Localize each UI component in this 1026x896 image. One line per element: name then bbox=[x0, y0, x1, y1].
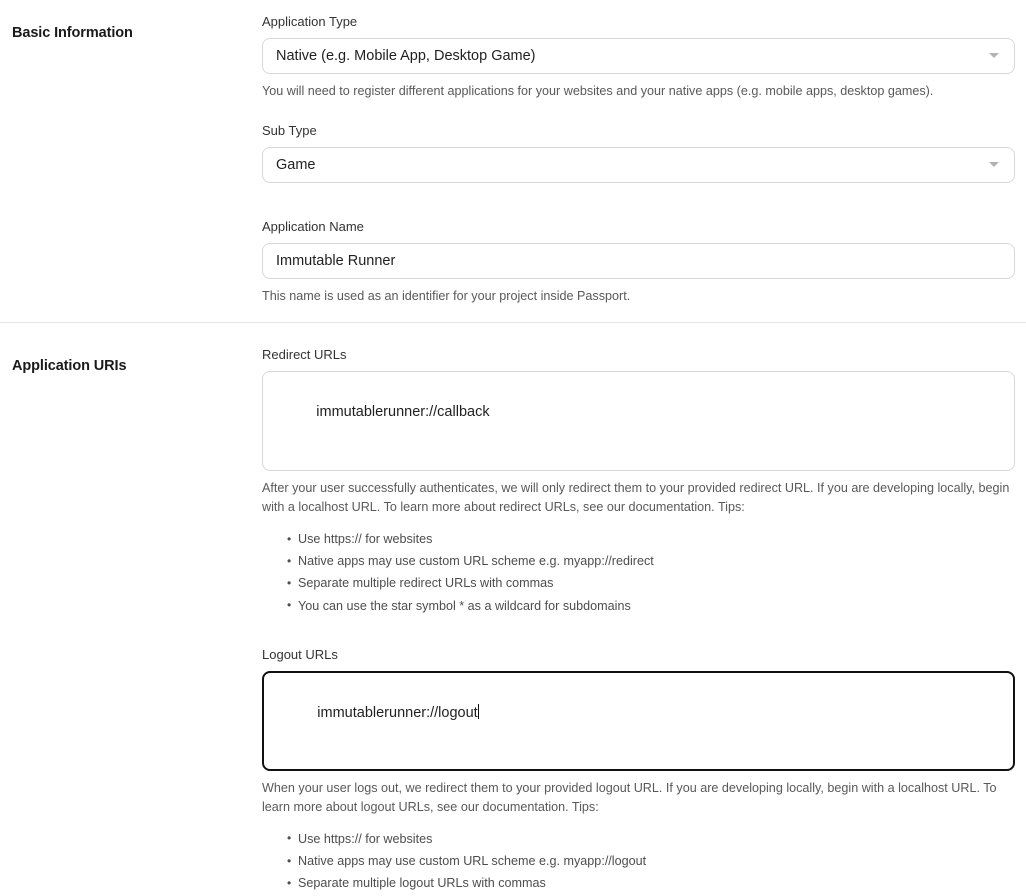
field-sub-type bbox=[262, 123, 1015, 183]
logout-urls-help-text: When your user logs out, we redirect them to your provided logout URL. If you are developing locally, begin with a localhost URL. To learn more about logout URLs, see our documentation. Tips: bbox=[262, 780, 997, 814]
section-body-basic-information bbox=[262, 14, 1026, 306]
application-name-help-text: This name is used as an identifier for your project inside Passport. bbox=[262, 288, 631, 303]
sub-type-value: Game bbox=[276, 156, 316, 173]
list-item: • Separate multiple redirect URLs with commas bbox=[298, 574, 1015, 593]
application-type-value: Native (e.g. Mobile App, Desktop Game) bbox=[276, 47, 536, 64]
text-cursor bbox=[478, 704, 479, 719]
list-item: • Use https:// for websites bbox=[298, 530, 1015, 549]
logout-urls-tips-list bbox=[262, 830, 1015, 893]
list-item: • Native apps may use custom URL scheme e.g. myapp://redirect bbox=[298, 552, 1015, 571]
list-item: • Native apps may use custom URL scheme e.g. myapp://logout bbox=[298, 852, 1015, 871]
logout-urls-value: immutablerunner://logout bbox=[317, 705, 478, 722]
application-name-value: Immutable Runner bbox=[276, 252, 396, 269]
redirect-urls-textarea[interactable] bbox=[262, 371, 1015, 471]
field-application-type bbox=[262, 14, 1015, 101]
application-type-select[interactable] bbox=[262, 38, 1015, 74]
list-item: • Use https:// for websites bbox=[298, 830, 1015, 849]
chevron-down-icon bbox=[989, 53, 999, 58]
field-redirect-urls bbox=[262, 347, 1015, 616]
field-application-name bbox=[262, 219, 1015, 306]
application-type-help-text: You will need to register different applications for your websites and your native apps (e.g. mobile apps, desktop games). bbox=[262, 83, 934, 98]
spacer bbox=[0, 306, 1026, 322]
section-body-application-uris bbox=[262, 347, 1026, 896]
application-name-input[interactable] bbox=[262, 243, 1015, 279]
section-heading-application-uris: Application URIs bbox=[12, 357, 127, 374]
redirect-urls-tips-list bbox=[262, 530, 1015, 616]
section-basic-information bbox=[0, 0, 1026, 306]
application-name-label: Application Name bbox=[262, 218, 364, 234]
spacer bbox=[262, 183, 1015, 219]
sub-type-label: Sub Type bbox=[262, 123, 317, 139]
redirect-urls-label: Redirect URLs bbox=[262, 346, 347, 362]
application-type-label: Application Type bbox=[262, 14, 358, 29]
field-logout-urls bbox=[262, 647, 1015, 894]
redirect-urls-value: immutablerunner://callback bbox=[316, 404, 490, 421]
list-item: • Separate multiple logout URLs with commas bbox=[298, 874, 1015, 893]
sub-type-select[interactable] bbox=[262, 147, 1015, 183]
section-heading-basic-information: Basic Information bbox=[12, 25, 133, 41]
list-item: • You can use the star symbol * as a wildcard for subdomains bbox=[298, 597, 1015, 616]
spacer bbox=[262, 101, 1015, 123]
section-application-uris bbox=[0, 323, 1026, 896]
chevron-down-icon bbox=[989, 162, 999, 167]
redirect-urls-help-text: After your user successfully authenticates, we will only redirect them to your provided redirect URL. If you are developing locally, begin with a localhost URL. To learn more about redirect URLs, see our documentation. Tips: bbox=[262, 480, 1010, 514]
logout-urls-label: Logout URLs bbox=[262, 646, 338, 662]
logout-urls-textarea[interactable] bbox=[262, 671, 1015, 771]
spacer bbox=[262, 619, 1015, 647]
